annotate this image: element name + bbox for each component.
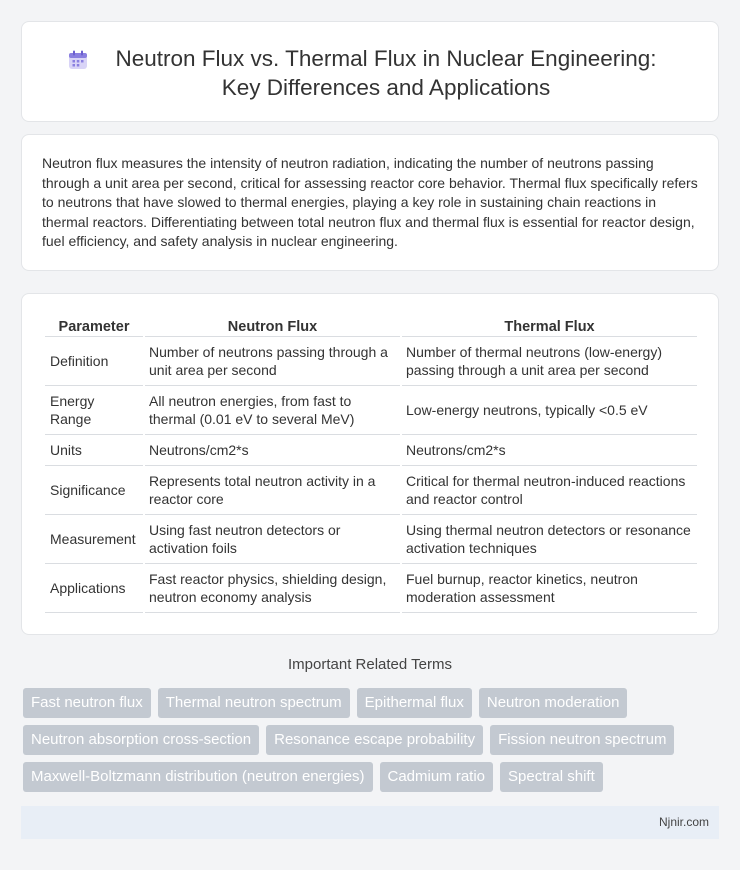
page-title-line1: Neutron Flux vs. Thermal Flux in Nuclear Engineering: [115, 46, 657, 71]
table-cell: Units [45, 435, 143, 466]
page-title-line2: Key Differences and Applications [221, 75, 551, 100]
tag-maxwell-boltzmann-distribution[interactable]: Maxwell-Boltzmann distribution (neutron energies) [23, 762, 373, 792]
related-terms-title: Important Related Terms [288, 656, 452, 673]
header-thermal-flux: Thermal Flux [402, 315, 697, 337]
table-cell: Fuel burnup, reactor kinetics, neutron moderation assessment [402, 564, 697, 613]
intro-card [21, 134, 719, 271]
header-neutron-flux: Neutron Flux [145, 315, 400, 337]
table-cell: All neutron energies, from fast to thermal (0.01 eV to several MeV) [145, 386, 400, 435]
tag-spectral-shift[interactable]: Spectral shift [500, 762, 603, 792]
table-cell: Measurement [45, 515, 143, 564]
table-cell: Applications [45, 564, 143, 613]
tag-neutron-absorption-cross-section[interactable]: Neutron absorption cross-section [23, 725, 259, 755]
title-card [21, 21, 719, 122]
comparison-card [21, 293, 719, 635]
table-cell: Definition [45, 337, 143, 386]
table-cell: Significance [45, 466, 143, 515]
table-row [45, 435, 697, 466]
tag-row [23, 762, 723, 792]
tag-resonance-escape-probability[interactable]: Resonance escape probability [266, 725, 483, 755]
intro-paragraph: Neutron flux measures the intensity of neutron radiation, indicating the number of neutrons passing through a unit area per second, critical for assessing reactor core behavior. Thermal flux specifically refers to neutrons that have slowed to thermal energies, playing a key role in sustaining chain reactions in thermal reactors. Differentiating between total neutron flux and thermal flux is essential for reactor design, fuel efficiency, and safety analysis in nuclear engineering. [42, 155, 698, 249]
table-cell: Fast reactor physics, shielding design, neutron economy analysis [145, 564, 400, 613]
footer-site-link[interactable]: Njnir.com [658, 815, 709, 829]
tag-fast-neutron-flux[interactable]: Fast neutron flux [23, 688, 151, 718]
table-row [45, 386, 697, 435]
table-cell: Critical for thermal neutron-induced reactions and reactor control [402, 466, 697, 515]
header-parameter: Parameter [45, 315, 143, 337]
table-cell: Represents total neutron activity in a reactor core [145, 466, 400, 515]
tag-thermal-neutron-spectrum[interactable]: Thermal neutron spectrum [158, 688, 350, 718]
tag-row [23, 725, 723, 755]
table-cell: Using thermal neutron detectors or resonance activation techniques [402, 515, 697, 564]
tag-fission-neutron-spectrum[interactable]: Fission neutron spectrum [490, 725, 674, 755]
table-row [45, 515, 697, 564]
table-row [45, 337, 697, 386]
table-cell: Low-energy neutrons, typically <0.5 eV [402, 386, 697, 435]
footer [21, 806, 719, 839]
table-row [45, 466, 697, 515]
comparison-table [43, 315, 699, 613]
tag-neutron-moderation[interactable]: Neutron moderation [479, 688, 628, 718]
page-title [22, 44, 718, 102]
table-row [45, 564, 697, 613]
table-cell: Neutrons/cm2*s [402, 435, 697, 466]
table-cell: Neutrons/cm2*s [145, 435, 400, 466]
table-cell: Using fast neutron detectors or activation foils [145, 515, 400, 564]
table-cell: Number of thermal neutrons (low-energy) passing through a unit area per second [402, 337, 697, 386]
related-terms [23, 688, 723, 799]
tag-epithermal-flux[interactable]: Epithermal flux [357, 688, 472, 718]
table-cell: Number of neutrons passing through a unit area per second [145, 337, 400, 386]
table-cell: Energy Range [45, 386, 143, 435]
tag-cadmium-ratio[interactable]: Cadmium ratio [380, 762, 494, 792]
tag-row [23, 688, 723, 718]
